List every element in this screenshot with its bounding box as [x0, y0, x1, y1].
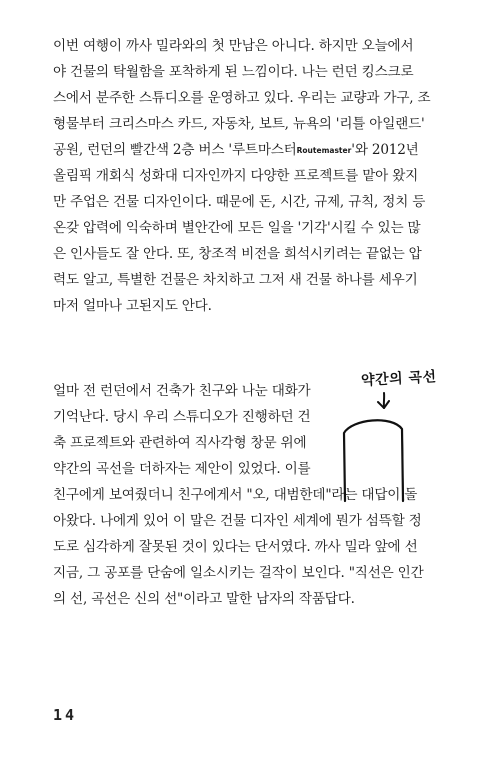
- text-line: 축 프로젝트와 관련하여 직사각형 창문 위에: [53, 435, 307, 451]
- text-line: 올림픽 개회식 성화대 디자인까지 다양한 프로젝트를 맡아 왔지: [53, 168, 419, 184]
- text-line: 아왔다. 나에게 있어 이 말은 건물 디자인 세계에 뭔가 섬뜩할 정: [53, 513, 422, 529]
- annotation-label: 약간의 곡선: [360, 369, 437, 389]
- text-segment: '와 2012년: [351, 142, 419, 158]
- text-line: 이번 여행이 까사 밀라와의 첫 만남은 아니다. 하지만 오늘에서: [53, 38, 414, 54]
- text-line: 야 건물의 탁월함을 포착하게 된 느낌이다. 나는 런던 킹스크로: [53, 64, 414, 80]
- text-line: 의 선, 곡선은 신의 선"이라고 말한 남자의 작품답다.: [53, 591, 355, 607]
- text-line: 얼마 전 런던에서 건축가 친구와 나눈 대화가: [53, 383, 311, 399]
- text-line: 온갖 압력에 익숙하며 별안간에 모든 일을 '기각'시킬 수 있는 많: [53, 220, 421, 236]
- text-line: 친구에게 보여줬더니 친구에게서 "오, 대범한데"라는 대답이 돌: [53, 487, 418, 503]
- paragraph-1: [53, 33, 430, 319]
- english-gloss: Routemaster: [296, 146, 352, 155]
- text-line: 기억난다. 당시 우리 스튜디오가 진행하던 건: [53, 409, 311, 425]
- page-number: 14: [53, 706, 78, 724]
- text-line: 력도 알고, 특별한 건물은 차치하고 그저 새 건물 하나를 세우기: [53, 272, 418, 288]
- arched-window-icon: [336, 407, 410, 505]
- text-line: 스에서 분주한 스튜디오를 운영하고 있다. 우리는 교량과 가구, 조: [53, 90, 431, 106]
- text-line: 지금, 그 공포를 단숨에 일소시키는 걸작이 보인다. "직선은 인간: [53, 565, 424, 581]
- text-line: 약간의 곡선을 더하자는 제안이 있었다. 이를: [53, 461, 311, 477]
- text-line: [53, 137, 430, 163]
- text-line: 도로 심각하게 잘못된 것이 있다는 단서였다. 까사 밀라 앞에 선: [53, 539, 418, 555]
- text-line: 만 주업은 건물 디자인이다. 때문에 돈, 시간, 규제, 규칙, 정치 등: [53, 194, 426, 210]
- text-segment: 공원, 런던의 빨간색 2층 버스 '루트마스터: [53, 142, 297, 158]
- text-line: 형물부터 크리스마스 카드, 자동차, 보트, 뉴욕의 '리틀 아일랜드': [53, 116, 425, 132]
- text-line: 은 인사들도 잘 안다. 또, 창조적 비전을 희석시키려는 끝없는 압: [53, 246, 422, 262]
- text-line: 마저 얼마나 고된지도 안다.: [53, 298, 212, 314]
